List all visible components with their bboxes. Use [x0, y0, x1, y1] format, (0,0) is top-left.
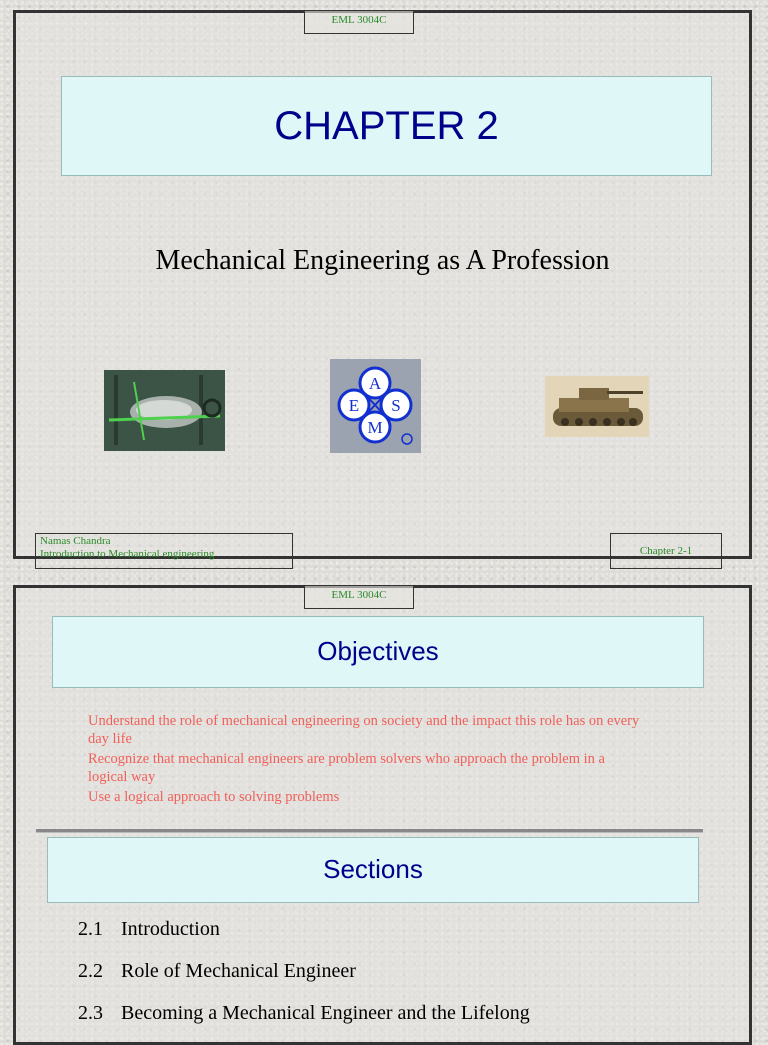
aircraft-engine-photo — [104, 370, 225, 451]
section-number: 2.2 — [78, 960, 103, 982]
section-number: 2.1 — [78, 918, 103, 940]
course-code-tag: EML 3004C — [304, 10, 414, 34]
footer-course: Introduction to Mechanical engineering — [40, 548, 215, 560]
chapter-title: CHAPTER 2 — [61, 76, 712, 176]
page-number: Chapter 2-1 — [610, 533, 722, 569]
slide-objectives — [13, 585, 752, 1045]
logo-letter-bottom: M — [367, 418, 383, 437]
section-label: Introduction — [121, 918, 220, 940]
sections-heading: Sections — [47, 837, 699, 903]
objectives-list — [88, 712, 648, 808]
objectives-heading: Objectives — [52, 616, 704, 688]
footer-author: Namas Chandra — [40, 535, 111, 547]
section-item — [78, 918, 530, 960]
objective-item: Understand the role of mechanical engineering on society and the impact this role has on every day life — [88, 713, 640, 747]
asme-logo — [330, 359, 421, 453]
objective-item: Use a logical approach to solving problems — [88, 789, 340, 805]
objective-item: Recognize that mechanical engineers are problem solvers who approach the problem in a logical way — [88, 751, 605, 785]
sections-list — [78, 918, 530, 1044]
section-label: Becoming a Mechanical Engineer and the Lifelong — [121, 1002, 530, 1024]
footer-author-box — [35, 533, 293, 569]
military-tank-photo — [545, 376, 649, 437]
course-code-tag: EML 3004C — [304, 585, 414, 609]
logo-letter-right: S — [391, 396, 401, 415]
slide-chapter-2 — [13, 10, 752, 559]
section-item — [78, 1002, 530, 1044]
section-divider — [36, 829, 703, 833]
section-item — [78, 960, 530, 1002]
section-number: 2.3 — [78, 1002, 103, 1024]
section-label: Role of Mechanical Engineer — [121, 960, 356, 982]
chapter-subtitle: Mechanical Engineering as A Profession — [155, 245, 610, 276]
logo-letter-left: E — [348, 396, 360, 415]
logo-letter-top: A — [368, 374, 382, 393]
